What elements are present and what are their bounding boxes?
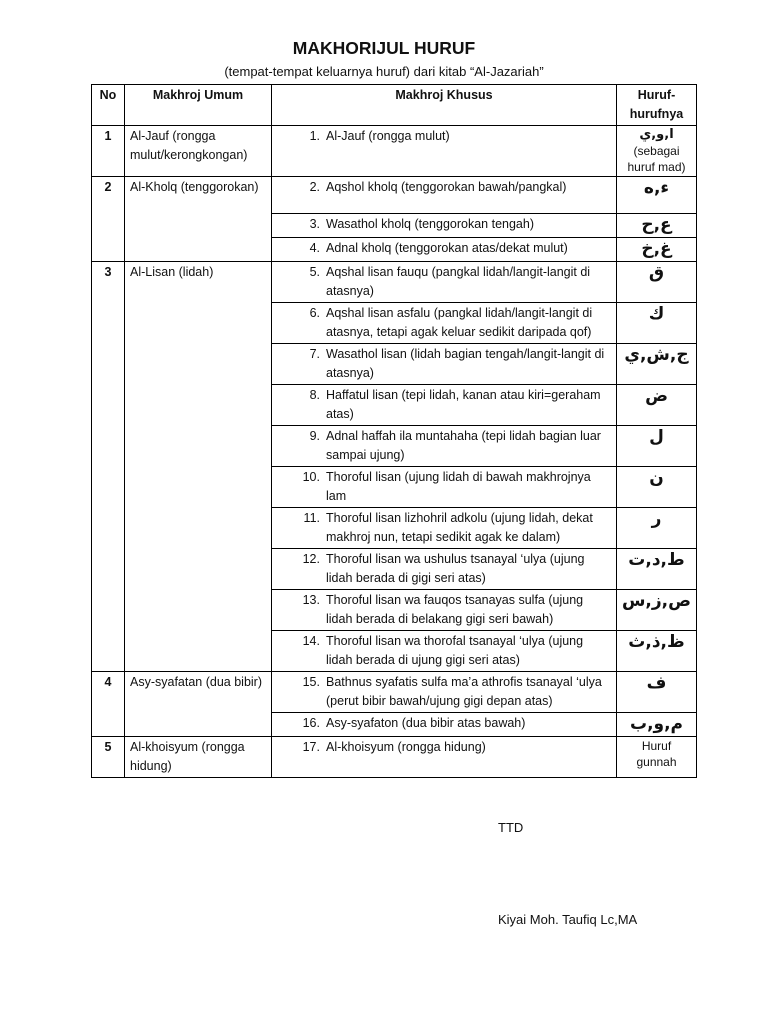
row-number: 8. xyxy=(309,388,320,402)
makhroj-khusus xyxy=(272,214,617,238)
row-text: Wasathol kholq (tenggorokan tengah) xyxy=(326,217,535,231)
row-text: Aqshal lisan fauqu (pangkal lidah/langit-langit di atasnya) xyxy=(326,265,591,298)
row-number: 14. xyxy=(302,634,320,648)
makhroj-umum: Al-Lisan (lidah) xyxy=(125,262,272,672)
makhroj-khusus xyxy=(272,713,617,737)
row-text: Thoroful lisan wa ushulus tsanayal ‘ulya (ujung lidah berada di gigi seri atas) xyxy=(326,552,585,585)
huruf-cell xyxy=(617,590,697,631)
row-number: 3. xyxy=(309,217,320,231)
row-text: Bathnus syafatis sulfa ma’a athrofis tsanayal ‘ulya (perut bibir bawah/ujung gigi depan atas) xyxy=(326,675,602,708)
makhroj-khusus xyxy=(272,631,617,672)
group-number: 2 xyxy=(92,177,125,262)
table-header-row xyxy=(92,85,697,126)
table-row xyxy=(92,262,697,303)
row-number: 2. xyxy=(309,180,320,194)
makhroj-khusus xyxy=(272,262,617,303)
makhroj-khusus xyxy=(272,303,617,344)
makhroj-khusus xyxy=(272,549,617,590)
makhroj-khusus xyxy=(272,385,617,426)
arabic-letters: ر xyxy=(651,509,662,529)
row-text: Thoroful lisan wa thorofal tsanayal ‘ulya (ujung lidah berada di ujung gigi seri atas) xyxy=(326,634,584,667)
arabic-letters: ع,ح xyxy=(641,215,672,235)
huruf-cell xyxy=(617,426,697,467)
makhroj-khusus xyxy=(272,737,617,778)
makhroj-umum: Asy-syafatan (dua bibir) xyxy=(125,672,272,737)
table-row xyxy=(92,737,697,778)
row-number: 13. xyxy=(302,593,320,607)
arabic-letters: ط,د,ت xyxy=(628,550,685,570)
arabic-letters: ف xyxy=(646,673,667,693)
huruf-cell xyxy=(617,631,697,672)
huruf-cell xyxy=(617,344,697,385)
row-number: 7. xyxy=(309,347,320,361)
row-text: Asy-syafaton (dua bibir atas bawah) xyxy=(326,716,526,730)
group-number: 1 xyxy=(92,126,125,177)
makhroj-table xyxy=(91,84,697,778)
row-text: Wasathol lisan (lidah bagian tengah/langit-langit di atasnya) xyxy=(326,347,605,380)
header-makhroj-umum: Makhroj Umum xyxy=(125,85,272,126)
huruf-cell xyxy=(617,262,697,303)
row-number: 15. xyxy=(302,675,320,689)
makhroj-umum: Al-Kholq (tenggorokan) xyxy=(125,177,272,262)
huruf-gunnah: Huruf gunnah xyxy=(636,739,677,769)
makhroj-khusus xyxy=(272,508,617,549)
header-no: No xyxy=(92,85,125,126)
makhroj-khusus xyxy=(272,344,617,385)
row-text: Al-Jauf (rongga mulut) xyxy=(326,129,450,143)
huruf-cell xyxy=(617,737,697,778)
row-text: Thoroful lisan (ujung lidah di bawah makhrojnya lam xyxy=(326,470,591,503)
arabic-letters: ض xyxy=(645,386,668,406)
row-number: 16. xyxy=(302,716,320,730)
row-text: Adnal kholq (tenggorokan atas/dekat mulut) xyxy=(326,241,568,255)
huruf-cell xyxy=(617,126,697,177)
document-title: MAKHORIJUL HURUF xyxy=(292,38,476,58)
document-subtitle: (tempat-tempat keluarnya huruf) dari kitab “Al-Jazariah” xyxy=(224,64,544,79)
ttd-label: TTD xyxy=(498,820,524,835)
row-text: Thoroful lisan lizhohril adkolu (ujung lidah, dekat makhroj nun, tetapi sedikit agak ke dalam) xyxy=(326,511,593,544)
arabic-letters: ك xyxy=(648,304,665,324)
row-number: 17. xyxy=(302,740,320,754)
makhroj-khusus xyxy=(272,238,617,262)
makhroj-khusus xyxy=(272,426,617,467)
signature-name: Kiyai Moh. Taufiq Lc,MA xyxy=(498,912,638,927)
arabic-letters: ظ,ذ,ث xyxy=(628,632,685,652)
makhroj-umum: Al-khoisyum (rongga hidung) xyxy=(125,737,272,778)
huruf-cell xyxy=(617,713,697,737)
row-number: 12. xyxy=(302,552,320,566)
makhroj-khusus xyxy=(272,590,617,631)
row-text: Thoroful lisan wa fauqos tsanayas sulfa (ujung lidah berada di belakang gigi seri bawah) xyxy=(326,593,584,626)
row-text: Haffatul lisan (tepi lidah, kanan atau kiri=geraham atas) xyxy=(326,388,601,421)
huruf-cell xyxy=(617,467,697,508)
row-number: 10. xyxy=(302,470,320,484)
huruf-cell xyxy=(617,549,697,590)
row-text: Al-khoisyum (rongga hidung) xyxy=(326,740,486,754)
row-number: 4. xyxy=(309,241,320,255)
row-number: 5. xyxy=(309,265,320,279)
row-text: Aqshol kholq (tenggorokan bawah/pangkal) xyxy=(326,180,567,194)
makhroj-khusus xyxy=(272,467,617,508)
huruf-cell xyxy=(617,238,697,262)
group-number: 4 xyxy=(92,672,125,737)
table-row xyxy=(92,177,697,214)
huruf-cell xyxy=(617,177,697,214)
huruf-note: (sebagai huruf mad) xyxy=(627,144,686,174)
arabic-letters: م,و,ب xyxy=(629,714,684,734)
row-text: Adnal haffah ila muntahaha (tepi lidah bagian luar sampai ujung) xyxy=(326,429,601,462)
makhroj-khusus xyxy=(272,177,617,214)
table-row xyxy=(92,126,697,177)
arabic-letters: ء,ه xyxy=(643,178,670,198)
row-text: Aqshal lisan asfalu (pangkal lidah/langit-langit di atasnya, tetapi agak keluar sedikit daripada qof) xyxy=(326,306,593,339)
huruf-cell xyxy=(617,214,697,238)
group-number: 3 xyxy=(92,262,125,672)
arabic-letters: غ,خ xyxy=(641,239,672,259)
header-huruf: Huruf-hurufnya xyxy=(617,85,697,126)
huruf-cell xyxy=(617,508,697,549)
makhroj-umum: Al-Jauf (rongga mulut/kerongkongan) xyxy=(125,126,272,177)
arabic-letters: ق xyxy=(648,263,665,283)
arabic-letters: ل xyxy=(649,427,664,447)
makhroj-khusus xyxy=(272,126,617,177)
huruf-cell xyxy=(617,385,697,426)
huruf-cell xyxy=(617,672,697,713)
row-number: 9. xyxy=(309,429,320,443)
group-number: 5 xyxy=(92,737,125,778)
makhroj-khusus xyxy=(272,672,617,713)
arabic-letters: ا,و,ي xyxy=(639,127,674,142)
header-makhroj-khusus: Makhroj Khusus xyxy=(272,85,617,126)
arabic-letters: ص,ز,س xyxy=(621,591,691,611)
row-number: 6. xyxy=(309,306,320,320)
arabic-letters: ن xyxy=(649,468,664,488)
huruf-cell xyxy=(617,303,697,344)
arabic-letters: ج,ش,ي xyxy=(624,345,689,365)
row-number: 1. xyxy=(309,129,320,143)
row-number: 11. xyxy=(303,511,320,525)
table-row xyxy=(92,672,697,713)
